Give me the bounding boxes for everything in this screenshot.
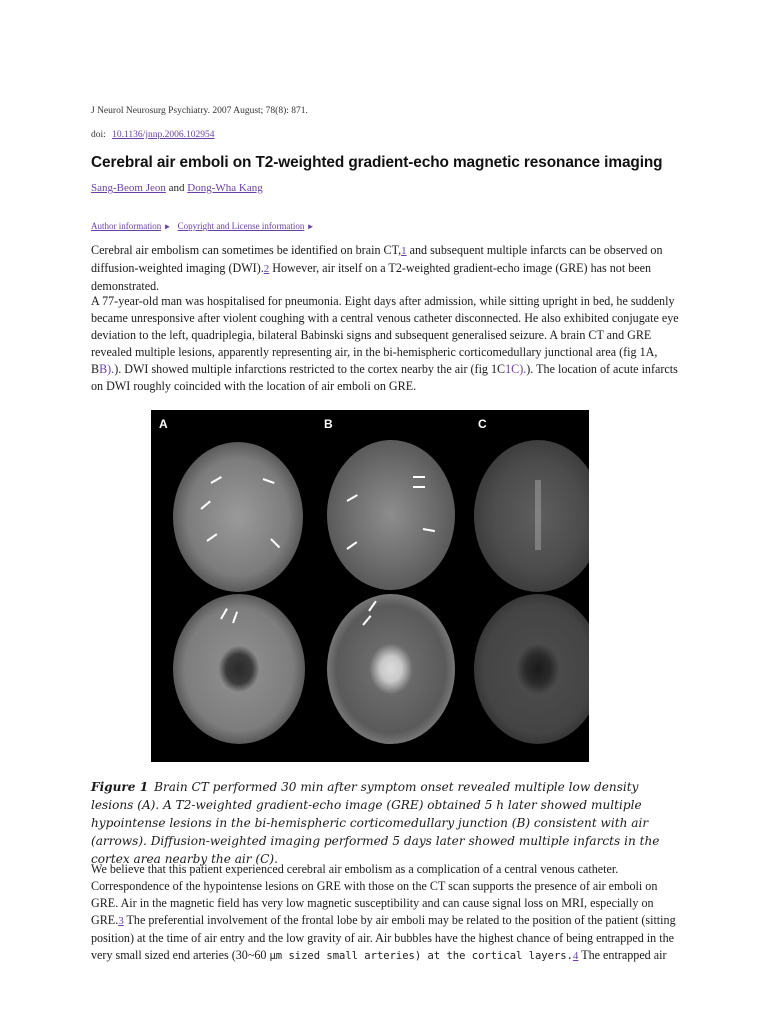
doi-label: doi: [91, 130, 106, 140]
text-run: The entrapped air [578, 948, 667, 963]
caption-text: Brain CT performed 30 min after symptom onset revealed multiple low density lesions (A). A T2-weighted gradient-echo image (GRE) obtained 5 h later showed multiple hypointense lesions in the bi-hemispheric corticomedullary junction (B) consistent with air (arrows). Diffusion-weighted imaging performed 5 days later showed multiple infarcts in the cortex area nearby the air (C). [91, 780, 660, 866]
panel-label-b: B [324, 417, 333, 431]
text-run: ). The location of acute infarcts on DWI roughly coincided with the location of air emboli on GRE. [91, 362, 678, 394]
panel-label-a: A [159, 417, 168, 431]
reference-link-1[interactable]: 1 [401, 245, 407, 257]
panel-label-c: C [478, 417, 487, 431]
author-information-link[interactable]: Author information [91, 221, 162, 231]
figure-number: Figure 1 [91, 780, 149, 794]
dwi-infarct-highlight [535, 480, 541, 550]
figure-link-1b[interactable]: B). [99, 362, 115, 377]
text-run: ). DWI showed multiple infarctions restricted to the cortex nearby the air (fig 1C [114, 362, 506, 377]
gre-scan-bottom [327, 594, 455, 744]
text-run: A 77-year-old man was hospitalised for pneumonia. Eight days after admission, while sitting upright in bed, he suddenly became unresponsive after violent coughing with a central venous catheter disconnected. He also exhibited conjugate eye deviation to the left, quadriplegia, bilateral Babinski signs and subsequent generalised seizure. A brain CT and GRE revealed multiple lesions, apparently representing air, in the bi-hemispheric corticomedullary junctional area (fig 1A, B [91, 294, 679, 377]
figure-link-1c[interactable]: 1C). [505, 362, 527, 377]
gre-scan-top [327, 440, 455, 590]
paragraph-case [91, 293, 681, 396]
text-run: We believe that this patient experienced cerebral air embolism as a complication of a central venous catheter. Correspondence of the hypointense lesions on GRE with those on the CT scan supports the presence of air emboli on GRE. Air in the magnetic field has very low magnetic susceptibility and can cause signal loss on MRI, especially on GRE. [91, 862, 658, 928]
expand-arrow-icon[interactable]: ► [163, 222, 172, 231]
expand-arrow-icon[interactable]: ► [306, 222, 315, 231]
doi-link[interactable]: 10.1136/jnnp.2006.102954 [112, 130, 215, 140]
author-conjunction: and [168, 182, 185, 194]
info-links [91, 221, 319, 231]
text-run: and subsequent multiple infarcts can be observed on diffusion-weighted imaging (DWI). [91, 243, 663, 276]
copyright-license-link[interactable]: Copyright and License information [177, 221, 305, 231]
text-run: μm sized small arteries) at the cortical layers. [269, 950, 573, 963]
lesion-arrow [413, 486, 425, 488]
figure-caption [91, 778, 681, 868]
figure-1-brain-scans[interactable] [151, 410, 589, 762]
text-run: However, air itself on a T2-weighted gradient-echo image (GRE) has not been demonstrated. [91, 261, 652, 294]
dwi-scan-top [474, 440, 589, 592]
text-run: The preferential involvement of the frontal lobe by air emboli may be related to the position of the patient (sitting position) at the time of air entry and the low gravity of air. Air bubbles have the highest chance of being entrapped in the very small sized end arteries (30~60 [91, 913, 676, 963]
lesion-arrow [413, 476, 425, 478]
text-run: Cerebral air embolism can sometimes be identified on brain CT, [91, 243, 402, 257]
author-link-kang[interactable]: Dong-Wha Kang [187, 182, 263, 194]
ct-scan-top [173, 442, 303, 592]
dwi-scan-bottom [474, 594, 589, 744]
doi-line [91, 130, 214, 140]
reference-link-2[interactable]: 2 [263, 263, 270, 276]
author-link-jeon[interactable]: Sang-Beom Jeon [91, 182, 166, 194]
author-list [91, 182, 263, 194]
ct-scan-bottom [173, 594, 305, 744]
paragraph-intro [91, 242, 681, 295]
paragraph-discussion [91, 861, 681, 966]
reference-link-3[interactable]: 3 [118, 915, 124, 928]
journal-citation: J Neurol Neurosurg Psychiatry. 2007 August; 78(8): 871. [91, 106, 308, 116]
reference-link-4[interactable]: 4 [572, 950, 579, 963]
article-title: Cerebral air emboli on T2-weighted gradient-echo magnetic resonance imaging [91, 154, 663, 171]
